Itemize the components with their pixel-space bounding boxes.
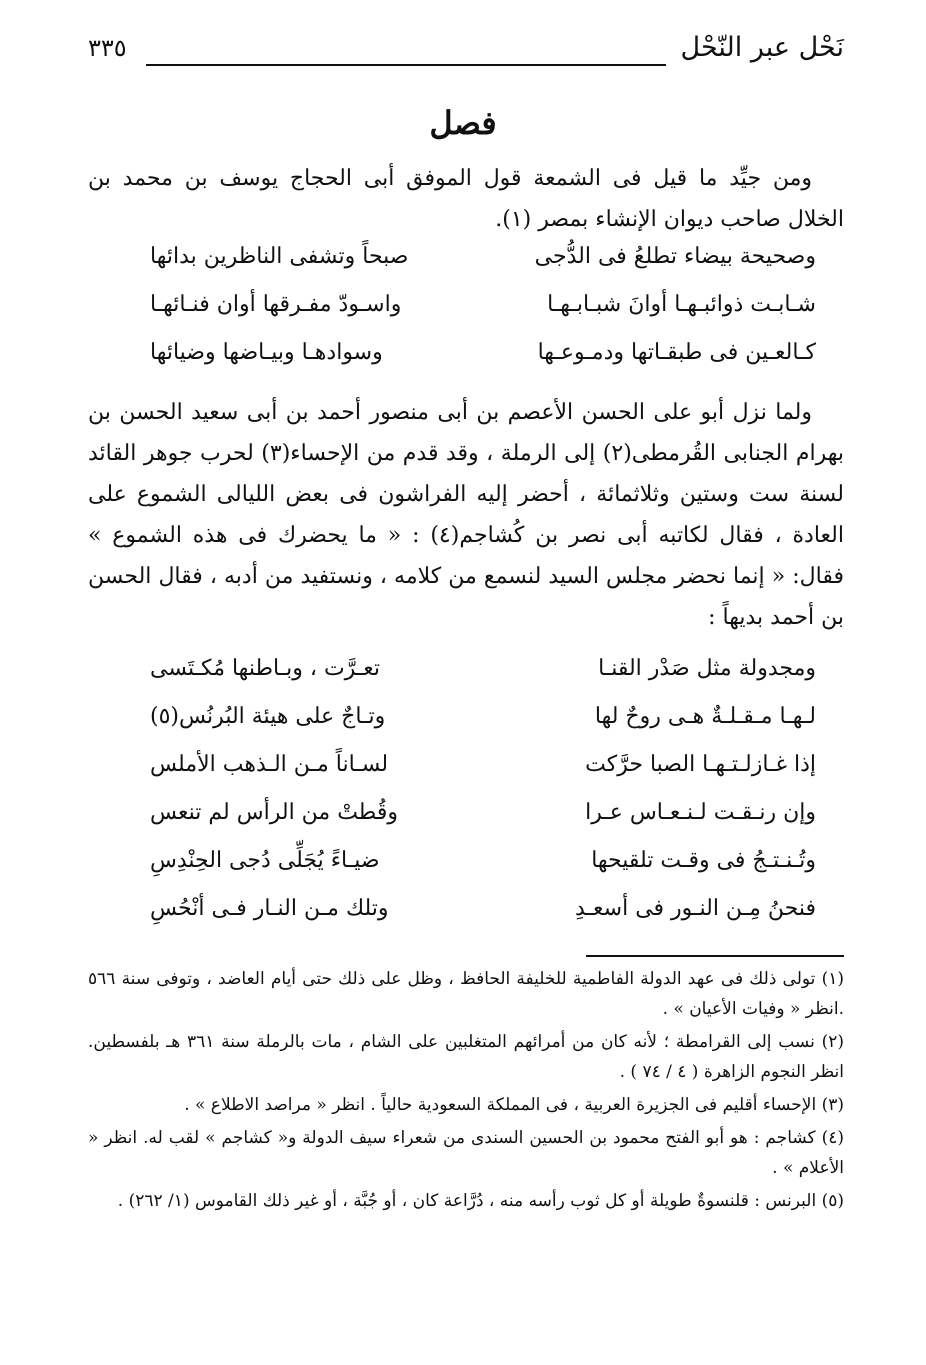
- verse-first-hemistich: وتُـنـتـجُ فى وقـت تلقيحها: [591, 848, 816, 873]
- verse-second-hemistich: لسـاناً مـن الـذهب الأملس: [150, 752, 389, 777]
- verse: [150, 656, 816, 704]
- verse-first-hemistich: فنحنُ مِـن النـور فى أسعـدِ: [575, 896, 816, 921]
- verse-second-hemistich: وقُطتْ من الرأس لم تنعس: [150, 800, 398, 825]
- verse: [150, 752, 816, 800]
- verse: [150, 848, 816, 896]
- footnote: (٣) الإحساء أقليم فى الجزيرة العربية ، فى المملكة السعودية حالياً . انظر « مراصد الاطلاع » .: [184, 1095, 844, 1115]
- verse-first-hemistich: إذا غـازلـتـهـا الصبا حرَّكت: [585, 752, 816, 777]
- running-title: نَحْل عبر النّحْل: [680, 32, 844, 63]
- verse: [150, 704, 816, 752]
- verse-second-hemistich: وسوادهـا وبيـاضها وضيائها: [150, 340, 383, 365]
- verse-second-hemistich: تعـرَّت ، وبـاطنها مُكـتَسى: [150, 656, 380, 681]
- header-rule: [146, 64, 666, 66]
- verse-first-hemistich: شـابـت ذوائبـهـا أوانَ شبـابـهـا: [547, 292, 816, 317]
- footnote: (٢) نسب إلى القرامطة ؛ لأنه كان من أمرائهم المتغلبين على الشام ، مات بالرملة سنة ٣٦١ هـ بلفسطين. انظر النجوم الزاهرة ( ٤ / ٧٤ ) .: [88, 1032, 844, 1082]
- section-title: فصل: [429, 104, 497, 142]
- verse: [150, 340, 816, 388]
- verse-second-hemistich: واسـودّ مفـرقها أوان فنـائهـا: [150, 292, 402, 317]
- verse: [150, 244, 816, 292]
- footnote-separator: [586, 955, 844, 957]
- verse-first-hemistich: ومجدولة مثل صَدْر القنـا: [598, 656, 816, 681]
- paragraph-narrative-text: ولما نزل أبو على الحسن الأعصم بن أبى منصور أحمد بن أبى سعيد الحسن بن بهرام الجنابى القُرمطى(٢) إلى الرملة ، وقد قدم من الإحساء(٣) لحرب جوهر القائد لسنة ست وستين وثلاثمائة ، أحضر إليه الفراشون فى بعض الليالى الشموع على العادة ، فقال لكاتبه أبى نصر بن كُشاجم(٤) : « ما يحضرك فى هذه الشموع » فقال: « إنما نحضر مجلس السيد لنسمع من كلامه ، ونستفيد من أدبه ، فقال الحسن بن أحمد بديهاً :: [88, 400, 844, 630]
- footnote: (٥) البرنس : قلنسوةٌ طويلة أو كل ثوب رأسه منه ، دُرَّاعة كان ، أو جُبَّة ، أو غير ذلك القاموس (١/ ٢٦٢) .: [117, 1191, 844, 1211]
- footnote: (١) تولى ذلك فى عهد الدولة الفاطمية للخليفة الحافظ ، وظل على ذلك حتى أيام العاضد ، وتوفى سنة ٥٦٦ .انظر « وفيات الأعيان » .: [88, 969, 844, 1019]
- verse-second-hemistich: وتـاجٌ على هيئة البُرنُس(٥): [150, 704, 386, 729]
- verse-first-hemistich: وصحيحة بيضاء تطلعُ فى الدُّجى: [534, 244, 816, 269]
- paragraph-intro-text: ومن جيِّد ما قيل فى الشمعة قول الموفق أبى الحجاج يوسف بن محمد بن الخلال صاحب ديوان الإنشاء بمصر (١).: [88, 166, 844, 232]
- poem-improvised: [150, 656, 816, 944]
- paragraph-narrative: [88, 392, 844, 638]
- verse: [150, 292, 816, 340]
- verse: [150, 896, 816, 944]
- verse-second-hemistich: وتلك مـن النـار فـى أنْحُسِ: [150, 896, 389, 921]
- verse-second-hemistich: ضيـاءً يُجَلِّى دُجى الحِنْدِسِ: [150, 848, 380, 873]
- verse-first-hemistich: كـالعـين فى طبقـاتها ودمـوعـها: [537, 340, 816, 365]
- verse: [150, 800, 816, 848]
- verse-second-hemistich: صبحاً وتشفى الناظرين بدائها: [150, 244, 409, 269]
- verse-first-hemistich: وإن رنـقـت لـنـعـاس عـرا: [585, 800, 816, 825]
- verse-first-hemistich: لـهـا مـقـلـةٌ هـى روحٌ لها: [594, 704, 816, 729]
- footnotes: [88, 964, 844, 1219]
- page-number: ٣٣٥: [88, 34, 127, 62]
- page-header: [88, 28, 844, 88]
- poem-candle: [150, 244, 816, 388]
- footnote: (٤) كشاجم : هو أبو الفتح محمود بن الحسين السندى من شعراء سيف الدولة و« كشاجم » لقب له. انظر « الأعلام » .: [88, 1128, 844, 1178]
- paragraph-intro: [88, 158, 844, 240]
